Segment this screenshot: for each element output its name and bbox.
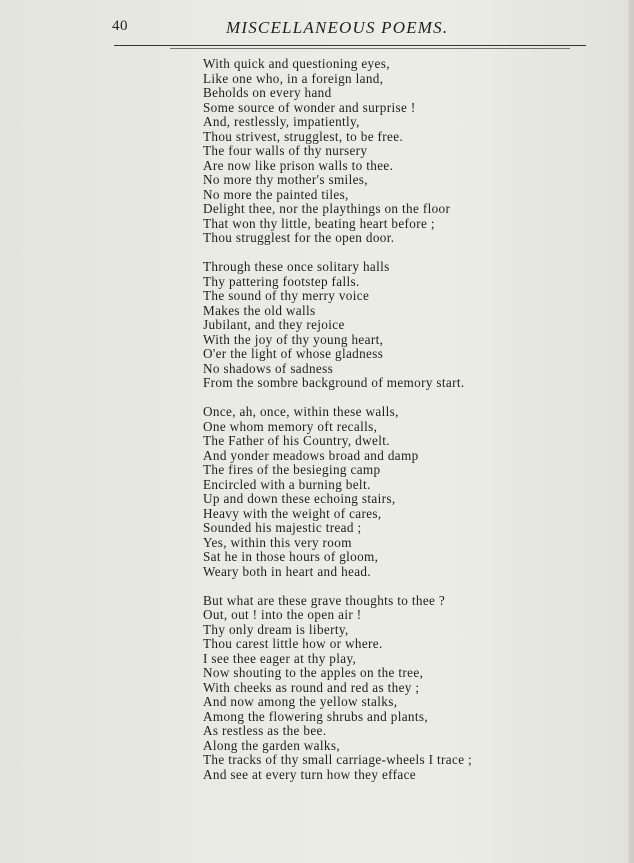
header-rule	[114, 45, 586, 46]
poem-line: With quick and questioning eyes,	[203, 56, 390, 71]
poem-line: And see at every turn how they efface	[203, 766, 416, 782]
poem-line: Some source of wonder and surprise !	[203, 99, 416, 115]
poem-line: As restless as the bee.	[203, 723, 327, 738]
poem-line: Thou carest little how or where.	[203, 636, 383, 651]
stanza	[203, 57, 603, 246]
poem-line: Thou strivest, strugglest, to be free.	[203, 128, 404, 144]
poem-line: Beholds on every hand	[203, 85, 332, 100]
poem-line: Once, ah, once, within these walls,	[203, 404, 399, 419]
poem-line: Encircled with a burning belt.	[203, 476, 371, 492]
poem-line: And, restlessly, impatiently,	[203, 114, 360, 129]
poem-line: Like one who, in a foreign land,	[203, 70, 384, 86]
running-title: MISCELLANEOUS POEMS.	[226, 18, 449, 37]
poem-line: O'er the light of whose gladness	[203, 346, 384, 361]
header-rule-thin	[170, 48, 570, 49]
page-number: 40	[112, 18, 128, 34]
poem-line: With cheeks as round and red as they ;	[203, 679, 420, 695]
poem-line: No more the painted tiles,	[203, 186, 349, 202]
poem-line: Up and down these echoing stairs,	[203, 491, 396, 506]
poem-line: From the sombre background of memory start.	[203, 375, 465, 390]
poem-line: No shadows of sadness	[203, 360, 334, 376]
poem-line: Sounded his majestic tread ;	[203, 520, 362, 535]
poem-line: Along the garden walks,	[203, 737, 340, 753]
poem-line: And yonder meadows broad and damp	[203, 447, 419, 463]
page-edge	[628, 0, 634, 863]
poem-line: With the joy of thy young heart,	[203, 331, 384, 347]
poem-line: The Father of his Country, dwelt.	[203, 433, 390, 448]
poem-line: Now shouting to the apples on the tree,	[203, 665, 424, 680]
poem-line: Through these once solitary halls	[203, 259, 390, 274]
poem-line: Out, out ! into the open air !	[203, 607, 362, 622]
poem-line: And now among the yellow stalks,	[203, 694, 398, 709]
poem-line: Heavy with the weight of cares,	[203, 505, 382, 521]
poem-line: That won thy little, beating heart before ;	[203, 215, 435, 231]
stanza	[203, 594, 603, 783]
poem-line: The four walls of thy nursery	[203, 143, 368, 158]
stanza	[203, 405, 603, 579]
poem-line: Delight thee, nor the playthings on the floor	[203, 201, 451, 216]
poem-line: One whom memory oft recalls,	[203, 418, 378, 434]
poem-line: Thy pattering footstep falls.	[203, 273, 360, 289]
page-header	[0, 18, 634, 40]
poem-line: Yes, within this very room	[203, 534, 352, 550]
poem-line: But what are these grave thoughts to thee ?	[203, 592, 446, 608]
poem-line: Weary both in heart and head.	[203, 563, 372, 579]
poem-line: No more thy mother's smiles,	[203, 172, 368, 187]
poem-line: Jubilant, and they rejoice	[203, 317, 345, 332]
poem-line: I see thee eager at thy play,	[203, 650, 357, 666]
poem-line: Makes the old walls	[203, 302, 316, 318]
poem-line: The fires of the besieging camp	[203, 462, 381, 477]
poem-line: The sound of thy merry voice	[203, 288, 370, 303]
poem-line: Sat he in those hours of gloom,	[203, 549, 379, 564]
poem-line: Among the flowering shrubs and plants,	[203, 708, 429, 724]
poem-line: Thou strugglest for the open door.	[203, 230, 395, 245]
poem-line: Are now like prison walls to thee.	[203, 157, 394, 173]
poem-line: The tracks of thy small carriage-wheels I trace ;	[203, 752, 473, 767]
poem-body	[203, 57, 603, 797]
poem-line: Thy only dream is liberty,	[203, 621, 349, 637]
stanza	[203, 260, 603, 391]
